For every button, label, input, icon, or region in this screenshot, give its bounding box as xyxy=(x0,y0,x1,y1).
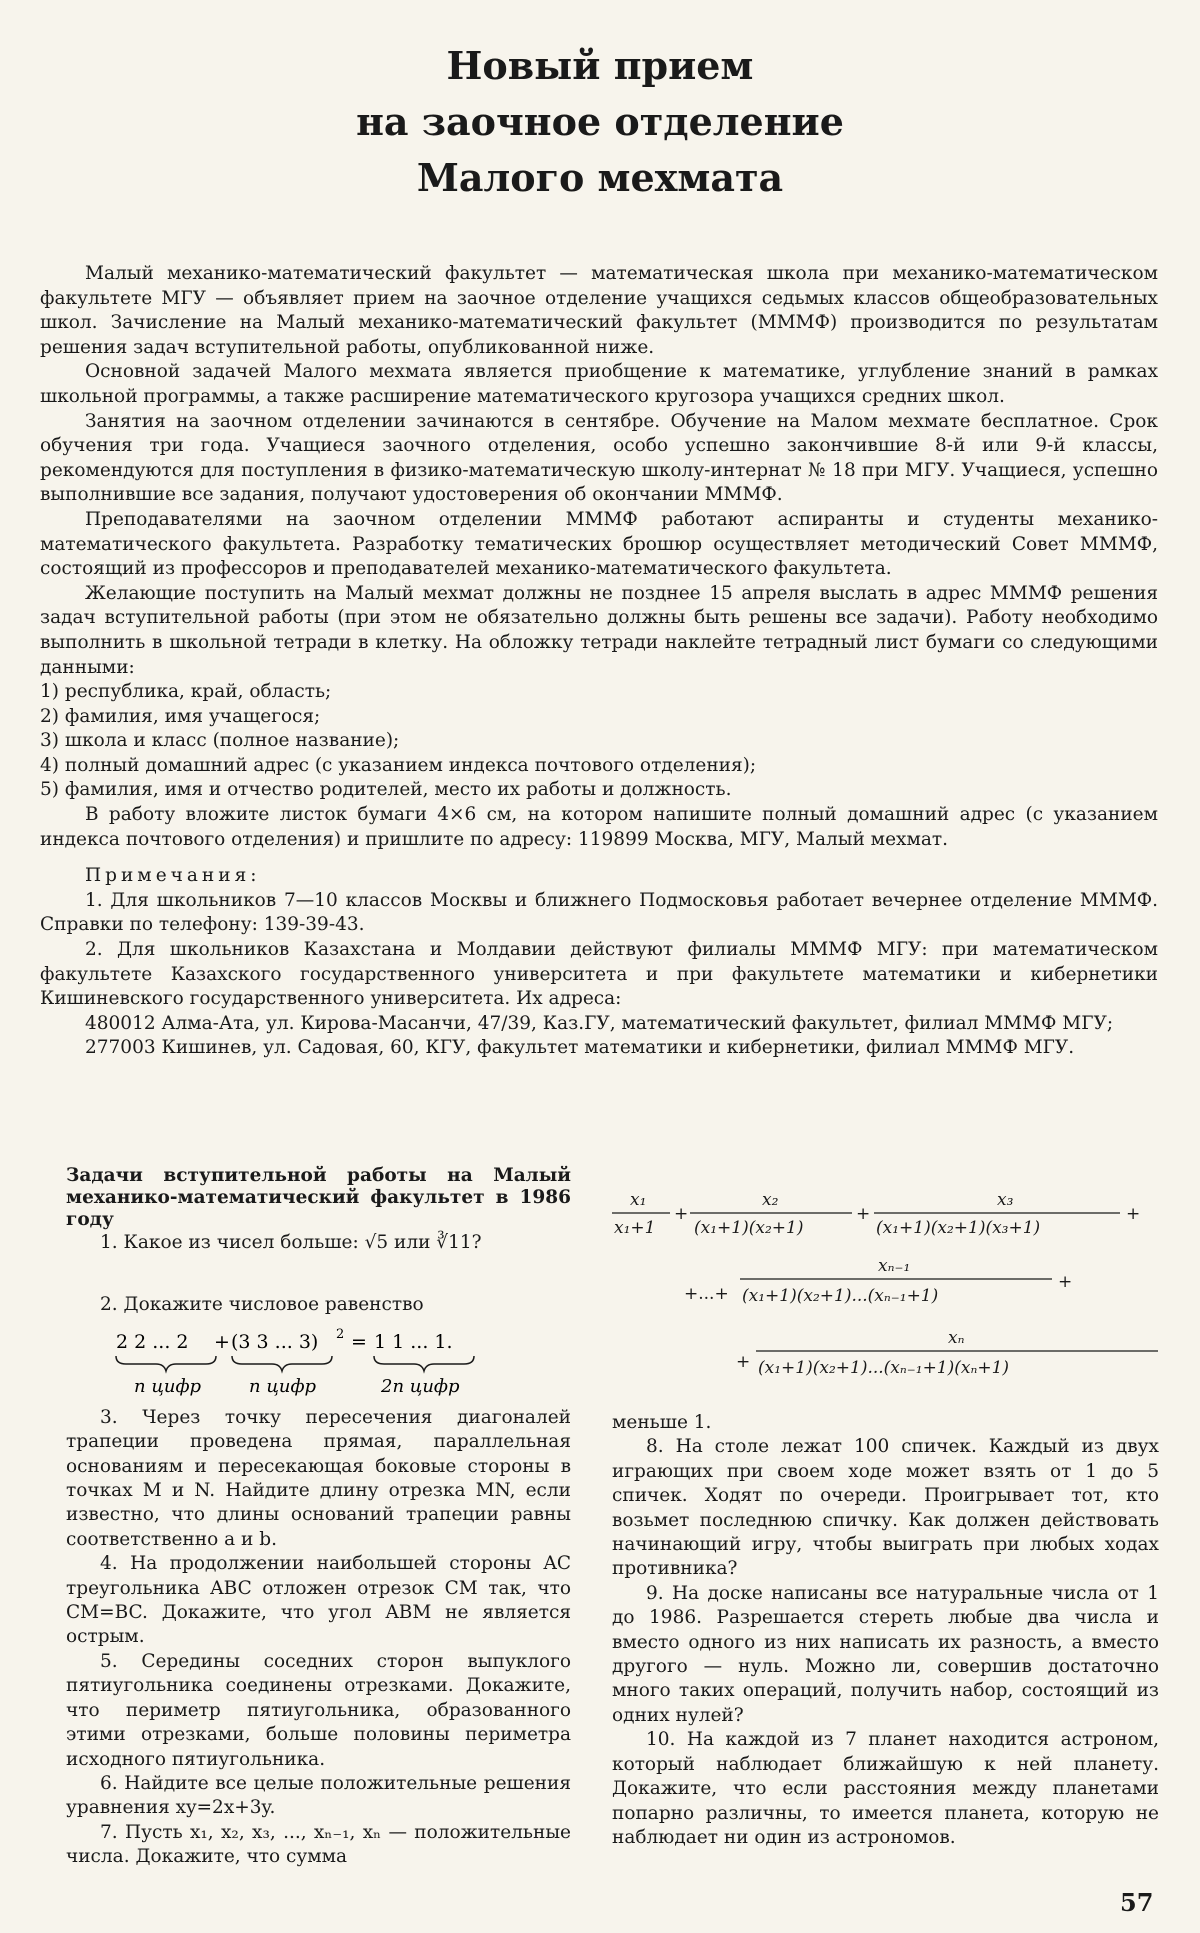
task-9: 9. На доске написаны все натуральные числа от 1 до 1986. Разрешается стереть любые два числа и вместо одного из них написать их разность, а вместо другого — нуль. Можно ли, совершив достаточно много таких операций, получить набор, состоящий из одних нулей? xyxy=(612,1582,1159,1726)
list-item: 4) полный домашний адрес (с указанием индекса почтового отделения); xyxy=(40,754,757,776)
title-line-3: Малого мехмата xyxy=(416,155,784,200)
svg-text:(x₁+1)(x₂+1)...(xₙ₋₁+1): (x₁+1)(x₂+1)...(xₙ₋₁+1) xyxy=(742,1286,939,1306)
tasks-right-column xyxy=(612,1165,1159,1850)
task-2: 2. Докажите числовое равенство xyxy=(100,1294,424,1316)
task-7: 7. Пусть x₁, x₂, x₃, ..., xₙ₋₁, xₙ — положительные числа. Докажите, что сумма xyxy=(66,1821,571,1868)
address-kishinev: 277003 Кишинев, ул. Садовая, 60, КГУ, факультет математики и кибернетики, филиал МММФ МГУ. xyxy=(85,1037,1075,1059)
label-n-digits-b: n цифр xyxy=(249,1375,317,1397)
label-n-digits-a: n цифр xyxy=(134,1375,202,1397)
label-2n-digits: 2n цифр xyxy=(381,1375,460,1397)
intro-paragraph-2: Основной задачей Малого мехмата является приобщение к математике, углубление знаний в рамках школьной программы, а также расширение математического кругозора учащихся средних школ. xyxy=(40,361,1158,407)
intro-paragraph-5: Желающие поступить на Малый мехмат должны не позднее 15 апреля выслать в адрес МММФ решения задач вступительной работы (при этом не обязательно должны быть решены все задачи). Работу необходимо выполнить в школьной тетради в клетку. На обложку тетради наклейте тетрадный лист бумаги со следующими данными: xyxy=(40,582,1158,678)
svg-text:(x₁+1)(x₂+1)...(xₙ₋₁+1)(xₙ+1): (x₁+1)(x₂+1)...(xₙ₋₁+1)(xₙ+1) xyxy=(758,1358,1010,1378)
intro-paragraph-4: Преподавателями на заочном отделении МММФ работают аспиранты и студенты механико-математического факультета. Разработку тематических брошюр осуществляет методический Совет МММФ, состоящий из профессоров и преподавателей механико-математического факультета. xyxy=(40,508,1158,580)
task-10: 10. На каждой из 7 планет находится астроном, который наблюдает ближайшую к ней планету. Докажите, что если расстояния между планетами попарно различны, то имеется планета, которую не наблюдает ни один из астрономов. xyxy=(612,1729,1159,1848)
list-item: 5) фамилия, имя и отчество родителей, место их работы и должность. xyxy=(40,779,732,801)
underbrace-a xyxy=(116,1356,216,1371)
note-1: 1. Для школьников 7—10 классов Москвы и ближнего Подмосковья работает вечернее отделение МММФ. Справки по телефону: 139-39-43. xyxy=(40,889,1158,936)
intro-paragraph-6: В работу вложите листок бумаги 4×6 см, на котором напишите полный домашний адрес (с указанием индекса почтового отделения) и пришлите по адресу: 119899 Москва, МГУ, Малый мехмат. xyxy=(40,804,1158,850)
task-4: 4. На продолжении наибольшей стороны AC треугольника ABC отложен отрезок CM так, что CM=BC. Докажите, что угол ABM не является острым. xyxy=(66,1553,571,1648)
eq-part-a: 2 2 ... 2 xyxy=(116,1330,189,1353)
svg-text:+: + xyxy=(736,1352,751,1372)
svg-text:+: + xyxy=(856,1204,871,1224)
task-7-sum-formula xyxy=(612,1187,1159,1407)
task-2-equation xyxy=(66,1324,571,1398)
notes-heading: Примечания: xyxy=(85,865,261,887)
task-5: 5. Середины соседних сторон выпуклого пятиугольника соединены отрезками. Докажите, что периметр пятиугольника, образованного этими отрезками, больше половины периметра исходного пятиугольника. xyxy=(66,1650,571,1770)
svg-text:+: + xyxy=(1126,1204,1141,1224)
svg-text:x₁+1: x₁+1 xyxy=(614,1218,656,1238)
task-8: 8. На столе лежат 100 спичек. Каждый из двух играющих при своем ходе может взять от 1 до 5 спичек. Ходят по очереди. Проигрывает тот, кто возьмет последнюю спичку. Как должен действовать начинающий игру, чтобы выиграть при любых ходах противника? xyxy=(612,1436,1159,1580)
title-line-2: на заочное отделение xyxy=(356,99,844,144)
svg-text:xₙ₋₁: xₙ₋₁ xyxy=(878,1256,911,1276)
svg-text:x₂: x₂ xyxy=(762,1190,779,1210)
task-1: 1. Какое из чисел больше: √5 или ∛11? xyxy=(100,1232,482,1253)
intro-paragraph-3: Занятия на заочном отделении зачинаются в сентябре. Обучение на Малом мехмате бесплатное. Срок обучения три года. Учащиеся заочного отделения, особо успешно закончившие 8-й или 9-й классы, рекомендуются для поступления в физико-математическую школу-интернат № 18 при МГУ. Учащиеся, успешно выполнившие все задания, получают удостоверения об окончании МММФ. xyxy=(40,410,1158,506)
intro-paragraph-1: Малый механико-математический факультет — математическая школа при механико-математическом факультете МГУ — объявляет прием на заочное отделение учащихся седьмых классов общеобразовательных школ. Зачисление на Малый механико-математический факультет (МММФ) производится по результатам решения задач вступительной работы, опубликованной ниже. xyxy=(40,263,1158,358)
svg-text:+: + xyxy=(1058,1272,1073,1292)
svg-text:=: = xyxy=(351,1330,367,1353)
svg-text:(x₁+1)(x₂+1): (x₁+1)(x₂+1) xyxy=(694,1218,804,1238)
page-number: 57 xyxy=(1120,1888,1154,1917)
svg-text:x₃: x₃ xyxy=(997,1190,1014,1210)
list-item: 2) фамилия, имя учащегося; xyxy=(40,705,321,727)
tasks-heading: Задачи вступительной работы на Малый механико-математический факультет в 1986 году xyxy=(66,1165,571,1230)
list-item: 3) школа и класс (полное название); xyxy=(40,730,400,752)
underbrace-b xyxy=(232,1356,332,1371)
eq-part-c: 1 1 ... 1. xyxy=(374,1330,453,1353)
underbrace-c xyxy=(374,1356,474,1371)
note-2: 2. Для школьников Казахстана и Молдавии действуют филиалы МММФ МГУ: при математическом факультете Казахского государственного университета и при факультете математики и кибернетики Кишиневского государственного университета. Их адреса: xyxy=(40,939,1158,1010)
svg-text:+: + xyxy=(674,1204,689,1224)
tasks-left-column xyxy=(66,1165,571,1870)
eq-exponent: 2 xyxy=(336,1326,345,1342)
article-title xyxy=(0,38,1200,206)
svg-text:xₙ: xₙ xyxy=(948,1328,965,1348)
title-line-1: Новый прием xyxy=(446,43,754,88)
svg-text:x₁: x₁ xyxy=(630,1190,647,1210)
eq-part-b: (3 3 ... 3) xyxy=(231,1330,319,1353)
list-item: 1) республика, край, область; xyxy=(40,681,332,703)
svg-text:+: + xyxy=(214,1330,230,1353)
task-6: 6. Найдите все целые положительные решения уравнения xy=2x+3y. xyxy=(66,1772,571,1819)
svg-text:(x₁+1)(x₂+1)(x₃+1): (x₁+1)(x₂+1)(x₃+1) xyxy=(876,1218,1041,1238)
intro-section xyxy=(40,262,1158,1061)
task-7-conclusion: меньше 1. xyxy=(612,1412,712,1433)
task-3: 3. Через точку пересечения диагоналей трапеции проведена прямая, параллельная основаниям и пересекающая боковые стороны в точках M и N. Найдите длину отрезка MN, если известно, что длины оснований трапеции равны соответственно a и b. xyxy=(66,1406,571,1550)
address-almaata: 480012 Алма-Ата, ул. Кирова-Масанчи, 47/39, Каз.ГУ, математический факультет, филиал МММФ МГУ; xyxy=(85,1012,1114,1034)
svg-text:+...+: +...+ xyxy=(684,1284,729,1304)
